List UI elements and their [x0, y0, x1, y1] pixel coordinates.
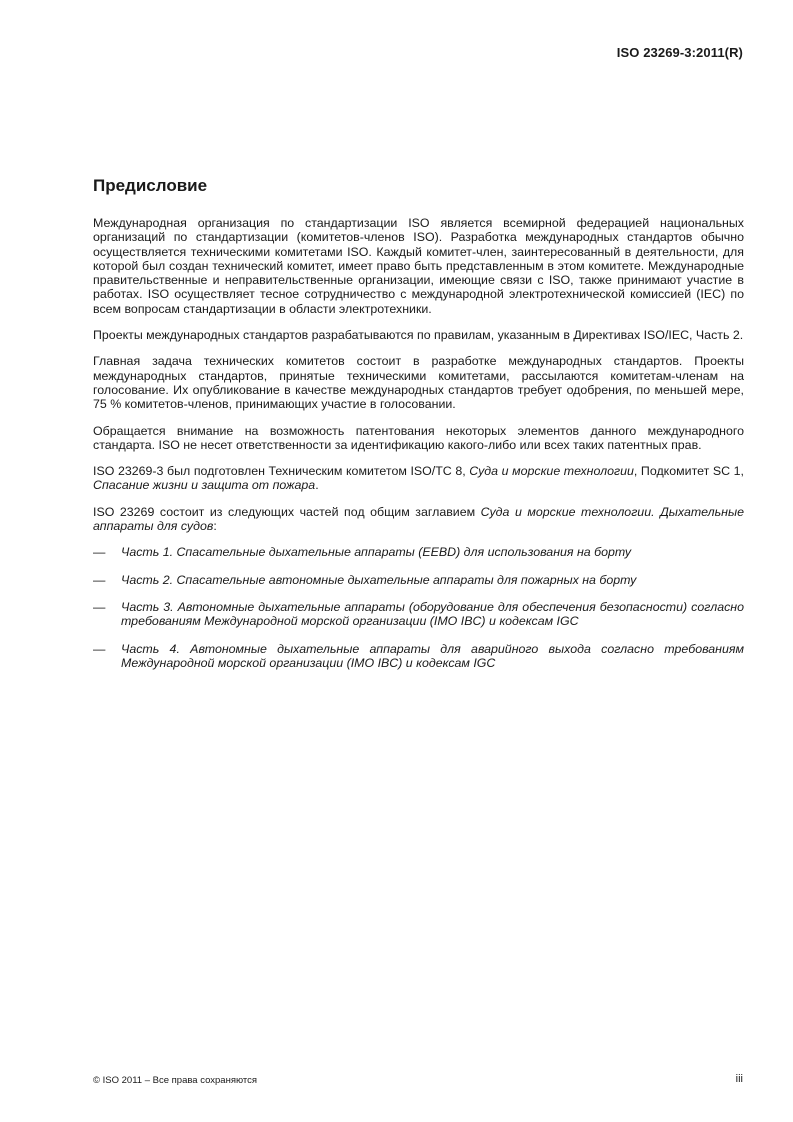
list-item-text: Часть 3. Автономные дыхательные аппараты (оборудование для обеспечения безопасности) согласно требованиям Международной морской организации (IMO IBC) и кодексам IGC	[121, 599, 744, 629]
list-item	[93, 600, 744, 629]
list-item	[93, 545, 744, 559]
prepared-by-end: .	[315, 478, 319, 493]
subcommittee-name: Спасание жизни и защита от пожара	[93, 478, 316, 493]
parts-intro-text: ISO 23269 состоит из следующих частей под общим заглавием	[93, 504, 481, 519]
paragraph-main-task: Главная задача технических комитетов состоит в разработке международных стандартов. Проекты международных стандартов, принятые техническими комитетами, рассылаются комитетам-членам на голосование. Их опубликование в качестве международных стандартов требует одобрения, по меньшей мере, 75 % комитетов-членов, принимающих участие в голосовании.	[93, 354, 744, 412]
list-item-text: Часть 2. Спасательные автономные дыхательные аппараты для пожарных на борту	[121, 572, 637, 587]
series-title: Суда и морские технологии. Дыхательные аппараты для судов	[93, 504, 744, 534]
parts-intro-end: :	[213, 519, 217, 534]
paragraph-prepared-by	[93, 464, 744, 493]
committee-name: Суда и морские технологии	[469, 464, 634, 479]
page-title: Предисловие	[93, 176, 208, 195]
paragraph-iso-overview: Международная организация по стандартизации ISO является всемирной федерацией национальных организаций по стандартизации (комитетов-членов ISO). Разработка международных стандартов обычно осуществляется техническими комитетами ISO. Каждый комитет-член, заинтересованный в деятельности, для которой был создан технический комитет, имеет право быть представленным в этом комитете. Международные правительственные и неправительственные организации, имеющие связи с ISO, также принимают участие в работах. ISO осуществляет тесное сотрудничество с международной электротехнической комиссией (IEC) по всем вопросам стандартизации в области электротехники.	[93, 216, 744, 316]
list-item-text: Часть 4. Автономные дыхательные аппараты для аварийного выхода согласно требованиям Международной морской организации (IMO IBC) и кодексам IGC	[121, 641, 744, 670]
dash-marker: —	[93, 641, 106, 656]
footer-copyright: © ISO 2011 – Все права сохраняются	[93, 1075, 258, 1086]
prepared-by-middle: , Подкомитет SC 1,	[633, 464, 745, 479]
document-id: ISO 23269-3:2011(R)	[616, 45, 743, 60]
paragraph-directives: Проекты международных стандартов разрабатываются по правилам, указанным в Директивах ISO/IEC, Часть 2.	[93, 328, 744, 343]
paragraph-parts-intro	[93, 505, 744, 534]
prepared-by-text: ISO 23269-3 был подготовлен Техническим комитетом ISO/TC 8,	[93, 464, 470, 479]
dash-marker: —	[93, 572, 106, 587]
paragraph-patents: Обращается внимание на возможность патентования некоторых элементов данного международного стандарта. ISO не несет ответственности за идентификацию какого-либо или всех таких патентных прав.	[93, 423, 744, 452]
dash-marker: —	[93, 545, 106, 560]
dash-marker: —	[93, 599, 106, 614]
page-number: iii	[735, 1073, 743, 1085]
parts-list	[93, 545, 744, 670]
list-item	[93, 573, 744, 587]
list-item	[93, 642, 744, 671]
list-item-text: Часть 1. Спасательные дыхательные аппараты (EEBD) для использования на борту	[121, 545, 632, 560]
foreword-section	[93, 176, 744, 683]
